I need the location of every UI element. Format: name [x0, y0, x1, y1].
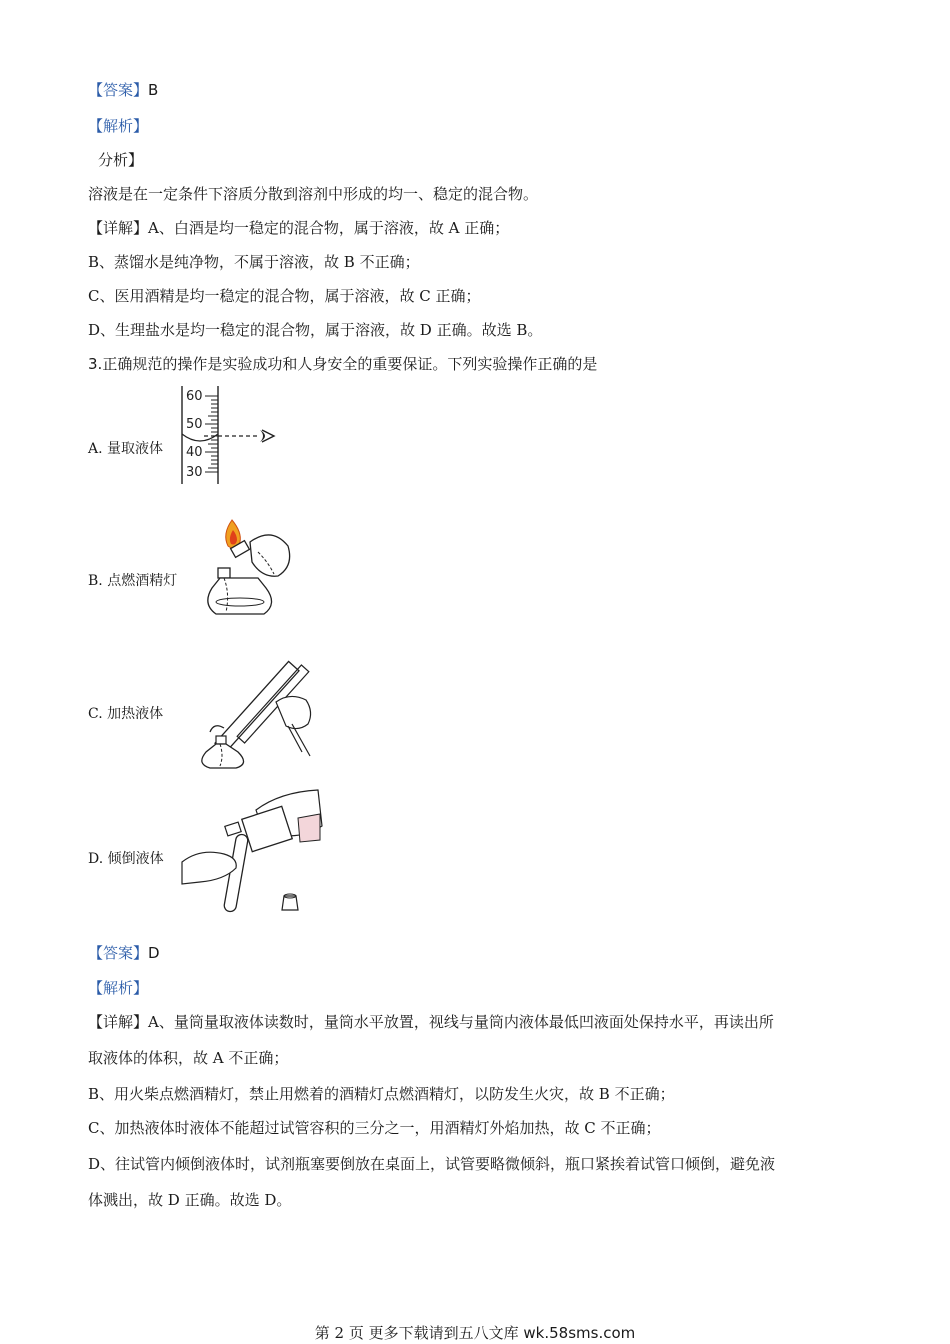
option-a-label: A. 量取液体 — [88, 441, 164, 457]
question-text: 正确规范的操作是实验成功和人身安全的重要保证。下列实验操作正确的是 — [102, 355, 598, 373]
question-stem — [88, 354, 597, 374]
detail-line: 【详解】A、白酒是均一稳定的混合物，属于溶液，故 A 正确； — [88, 219, 510, 237]
detail-line: C、加热液体时液体不能超过试管容积的三分之一，用酒精灯外焰加热，故 C 不正确； — [88, 1119, 661, 1137]
option-b-label: B. 点燃酒精灯 — [88, 573, 178, 589]
analysis-heading: 分析】 — [98, 151, 144, 169]
tick-label: 40 — [186, 445, 203, 460]
graduated-cylinder-icon — [178, 384, 278, 486]
tick-label: 50 — [186, 417, 203, 432]
answer-value: B — [148, 81, 159, 99]
detail-line: B、蒸馏水是纯净物，不属于溶液，故 B 不正确； — [88, 253, 420, 271]
definition-text: 溶液是在一定条件下溶质分散到溶剂中形成的均一、稳定的混合物。 — [88, 185, 539, 203]
footer-url[interactable]: wk.58sms.com — [523, 1324, 636, 1342]
detail-line: B、用火柴点燃酒精灯，禁止用燃着的酒精灯点燃酒精灯，以防发生火灾，故 B 不正确； — [88, 1085, 675, 1103]
answer-label: 【答案】 — [88, 81, 149, 99]
detail-line: 【详解】A、量筒量取液体读数时，量筒水平放置，视线与量筒内液体最低凹液面处保持水平，再读出所 — [88, 1013, 774, 1031]
detail-line: D、生理盐水是均一稳定的混合物，属于溶液，故 D 正确。故选 B。 — [88, 321, 543, 339]
question-number: 3. — [88, 355, 103, 373]
heating-test-tube-icon — [180, 652, 326, 772]
tick-label: 60 — [186, 389, 203, 404]
answer-line-2 — [88, 943, 160, 963]
footer-page-text: 第 2 页 更多下载请到五八文库 — [314, 1324, 519, 1342]
page-footer — [0, 1322, 950, 1343]
tick-label: 30 — [186, 465, 203, 480]
pouring-liquid-icon — [180, 784, 328, 916]
answer-value: D — [148, 944, 160, 962]
alcohol-lamp-lighting-icon — [202, 516, 298, 624]
option-c-label: C. 加热液体 — [88, 706, 164, 722]
answer-label: 【答案】 — [88, 944, 149, 962]
analysis-label: 【解析】 — [88, 979, 149, 997]
detail-line: 取液体的体积，故 A 不正确； — [88, 1049, 289, 1067]
detail-line: 体溅出，故 D 正确。故选 D。 — [88, 1191, 292, 1209]
detail-line: C、医用酒精是均一稳定的混合物，属于溶液，故 C 正确； — [88, 287, 481, 305]
option-d-label: D. 倾倒液体 — [88, 851, 164, 867]
detail-line: D、往试管内倾倒液体时，试剂瓶塞要倒放在桌面上，试管要略微倾斜，瓶口紧挨着试管口倾倒，避免液 — [88, 1155, 776, 1173]
answer-line-1 — [88, 80, 158, 100]
analysis-label: 【解析】 — [88, 117, 149, 135]
